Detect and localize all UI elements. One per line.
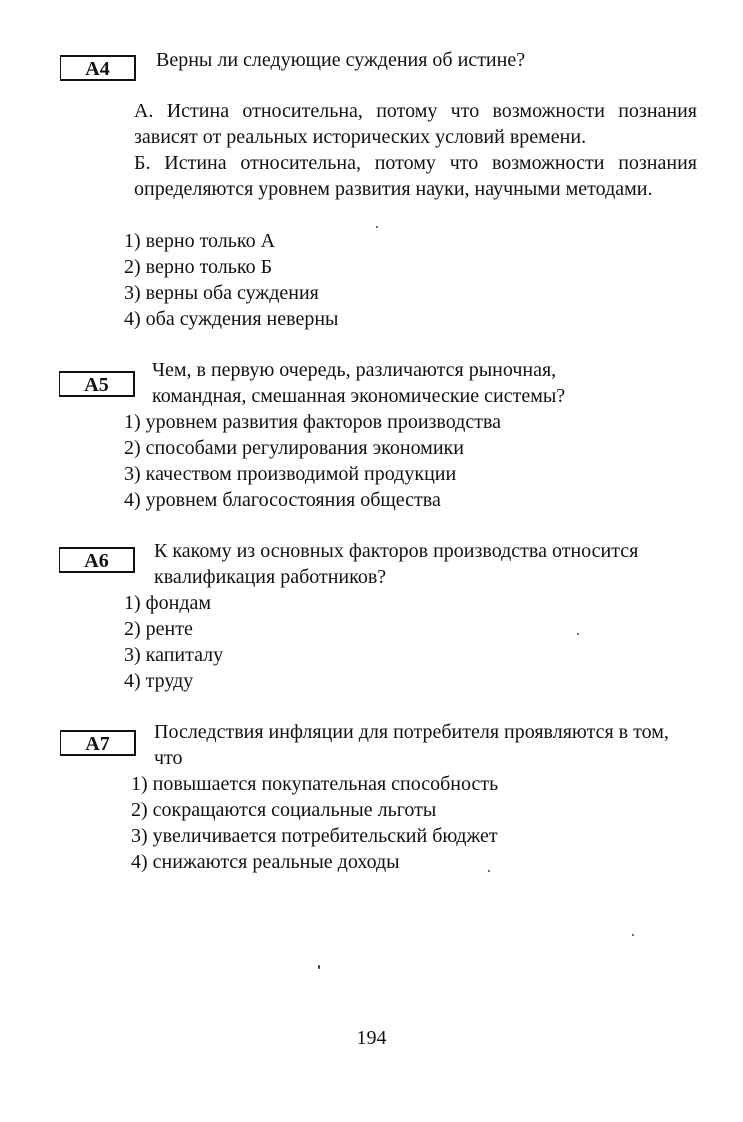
option-a5-4: 4) уровнем благосостояния общества <box>124 489 441 511</box>
scan-speck <box>376 226 378 228</box>
option-a7-2: 2) сокращаются социальные льготы <box>131 799 437 821</box>
question-a5: Чем, в первую очередь, различаются рыночная, командная, смешанная экономические системы? <box>152 359 566 407</box>
option-a5-3: 3) качеством производимой продукции <box>124 463 457 485</box>
options-a4 <box>124 228 338 332</box>
page-number: 194 <box>356 1027 387 1049</box>
option-a4-2: 2) верно только Б <box>124 256 273 278</box>
question-a7: Последствия инфляции для потребителя проявляются в том, что <box>154 721 669 769</box>
scan-speck <box>488 870 490 872</box>
option-a7-1: 1) повышается покупательная способность <box>131 773 499 795</box>
option-a7-3: 3) увеличивается потребительский бюджет <box>131 825 498 847</box>
option-a6-4: 4) труду <box>124 670 194 692</box>
scan-speck <box>577 633 579 635</box>
question-a4: Верны ли следующие суждения об истине? <box>156 49 526 71</box>
statement-a: А. Истина относительна, потому что возможности познания зависят от реальных исторических условий времени. <box>134 100 697 148</box>
options-a7 <box>131 771 498 875</box>
option-a4-4: 4) оба суждения неверны <box>124 308 339 330</box>
option-a5-1: 1) уровнем развития факторов производства <box>124 411 502 433</box>
task-label-a6: А6 <box>59 547 135 573</box>
option-a5-2: 2) способами регулирования экономики <box>124 437 464 459</box>
option-a6-2: 2) ренте <box>124 618 193 640</box>
option-a7-4: 4) снижаются реальные доходы <box>131 851 400 873</box>
option-a4-1: 1) верно только А <box>124 230 276 252</box>
task-label-a5: А5 <box>59 371 135 397</box>
scan-speck <box>632 934 634 936</box>
option-a6-3: 3) капиталу <box>124 644 224 666</box>
task-label-a7: А7 <box>60 730 136 756</box>
statement-b: Б. Истина относительна, потому что возможности познания определяются уровнем развития науки, научными методами. <box>134 152 697 200</box>
task-label-a4: А4 <box>60 55 136 81</box>
question-a6: К какому из основных факторов производства относится квалификация работников? <box>154 540 639 588</box>
options-a6 <box>124 590 223 694</box>
option-a6-1: 1) фондам <box>124 592 212 614</box>
scan-speck <box>318 965 320 969</box>
options-a5 <box>124 409 501 513</box>
option-a4-3: 3) верны оба суждения <box>124 282 319 304</box>
